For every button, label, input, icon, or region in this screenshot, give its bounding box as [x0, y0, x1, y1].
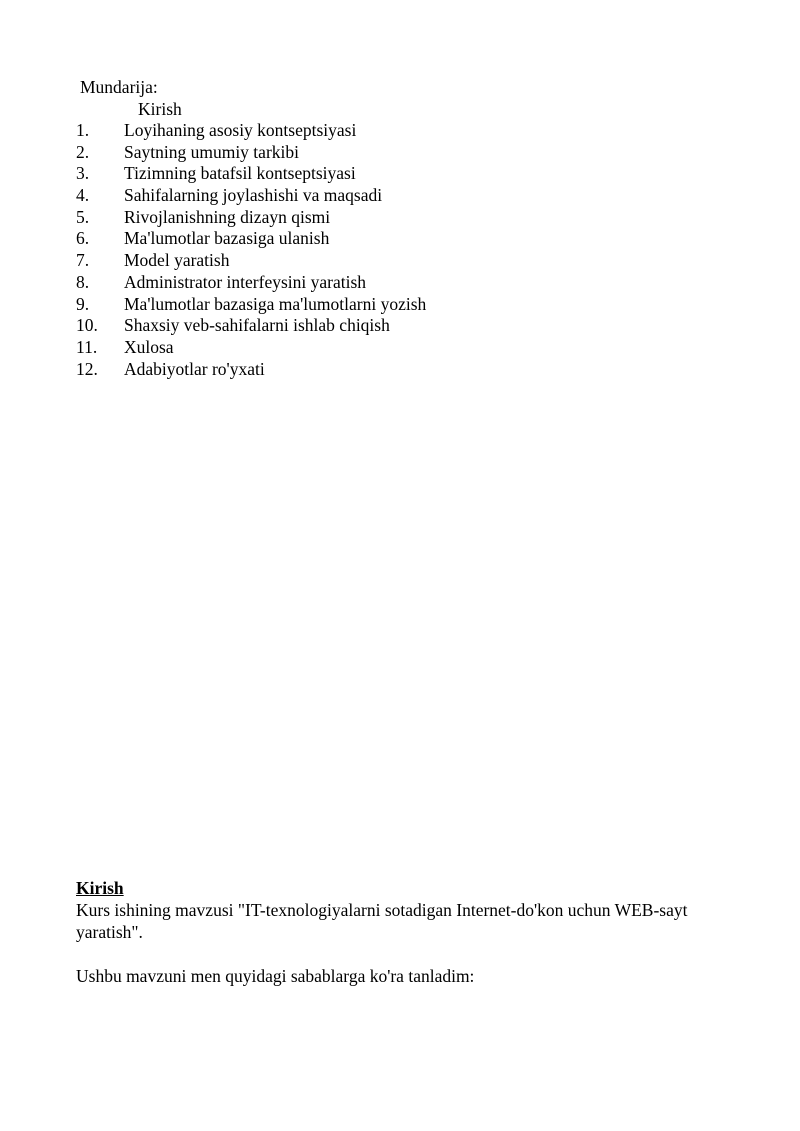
toc-item-number: 8. [76, 271, 90, 292]
toc-item-label: Sahifalarning joylashishi va maqsadi [124, 185, 383, 206]
toc-item [76, 207, 426, 229]
intro-paragraph: Kurs ishining mavzusi "IT-texnologiyalarni sotadigan Internet-do'kon uchun WEB-sayt yaratish". [76, 900, 688, 942]
toc-item-number: 10. [76, 315, 98, 336]
toc-item-number: 5. [76, 206, 90, 227]
toc-item-label: Adabiyotlar ro'yxati [124, 358, 265, 379]
toc-item-number: 11. [76, 336, 98, 357]
toc-item-number: 1. [76, 120, 90, 140]
toc-heading: Mundarija: [80, 77, 158, 97]
table-of-contents [76, 120, 426, 380]
toc-item-label: Saytning umumiy tarkibi [124, 141, 299, 162]
intro-section [76, 877, 756, 987]
toc-item [76, 185, 426, 207]
toc-item [76, 359, 426, 381]
toc-item-label: Ma'lumotlar bazasiga ulanish [124, 228, 330, 249]
intro-paragraph: Ushbu mavzuni men quyidagi sabablarga ko'ra tanladim: [76, 966, 475, 986]
toc-item-label: Xulosa [124, 336, 174, 357]
toc-item-label: Loyihaning asosiy kontseptsiyasi [124, 120, 357, 140]
toc-item-number: 12. [76, 358, 98, 379]
toc-item [76, 272, 426, 294]
toc-item [76, 120, 426, 142]
toc-item-label: Ma'lumotlar bazasiga ma'lumotlarni yozish [124, 293, 427, 314]
toc-item-number: 2. [76, 141, 90, 162]
toc-item-label: Administrator interfeysini yaratish [124, 271, 367, 292]
toc-item [76, 315, 426, 337]
toc-item [76, 250, 426, 272]
toc-item [76, 337, 426, 359]
section-title: Kirish [76, 878, 124, 898]
toc-item-number: 7. [76, 250, 90, 271]
toc-item-number: 4. [76, 185, 90, 206]
toc-item-label: Shaxsiy veb-sahifalarni ishlab chiqish [124, 315, 390, 336]
toc-item-label: Rivojlanishning dizayn qismi [124, 206, 331, 227]
toc-item [76, 163, 426, 185]
toc-item-number: 9. [76, 293, 90, 314]
toc-intro-item: Kirish [138, 99, 182, 119]
paragraph-gap [76, 943, 756, 965]
toc-item-number: 3. [76, 163, 90, 184]
toc-item [76, 294, 426, 316]
toc-item [76, 142, 426, 164]
toc-item-label: Tizimning batafsil kontseptsiyasi [124, 163, 356, 184]
toc-item [76, 228, 426, 250]
toc-item-label: Model yaratish [124, 250, 230, 271]
toc-item-number: 6. [76, 228, 90, 249]
